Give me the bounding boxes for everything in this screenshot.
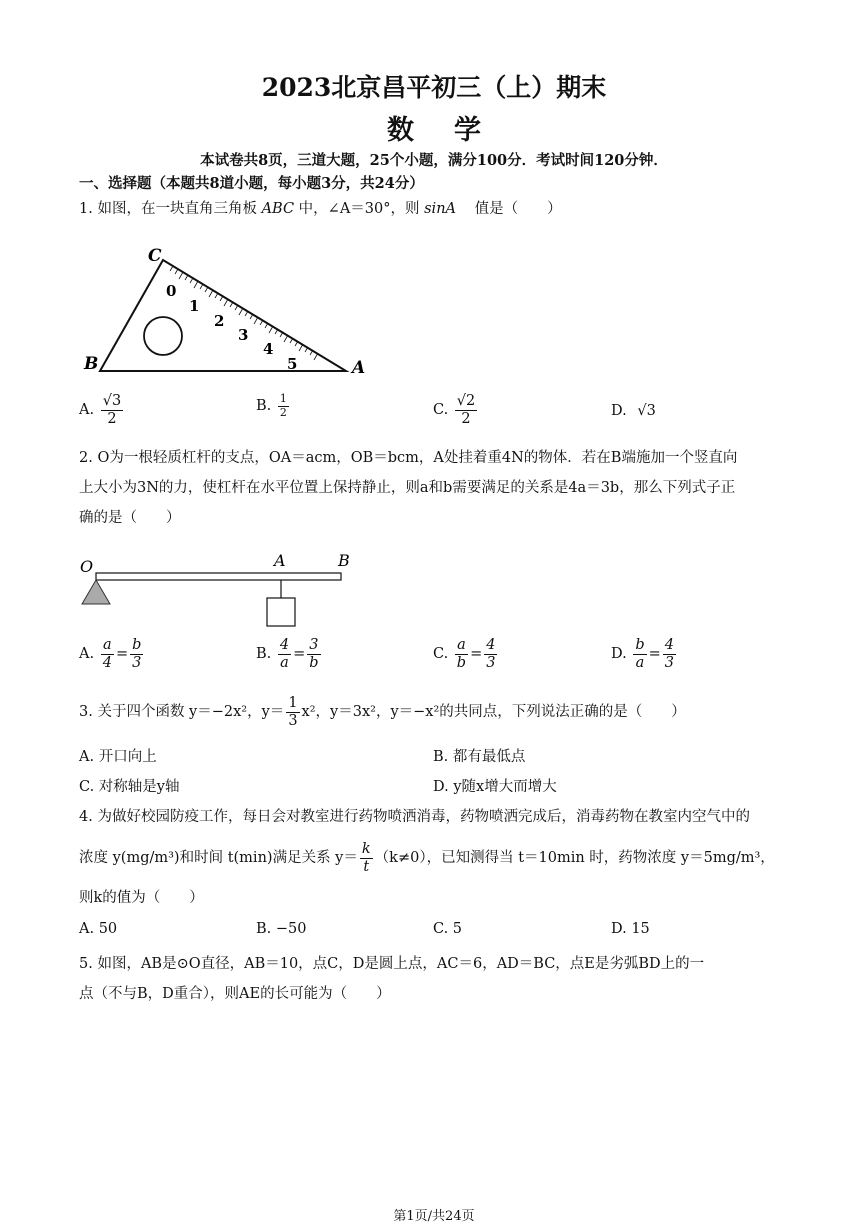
- q5-line-2: 点（不与B，D重合），则AE的长可能为（ ）: [79, 986, 391, 1002]
- fraction: [130, 637, 143, 671]
- q2-option-d[interactable]: D. $\frac{b}{a}$ = $\frac{4}{3}$: [611, 637, 675, 671]
- q4-text-a: 浓度 y(mg/m³)和时间 t(min)满足关系 y＝: [79, 850, 358, 866]
- label-A: A: [274, 551, 286, 570]
- option-label: A.: [79, 402, 95, 419]
- q1-text-b: 中，∠A＝30°，则: [298, 201, 420, 217]
- question-1-stem: [79, 195, 562, 224]
- numerator: √2: [456, 393, 476, 409]
- option-text: 50: [98, 921, 118, 937]
- fraction: [101, 637, 114, 671]
- q1-sin: sinA: [424, 201, 456, 217]
- denominator: 3: [288, 712, 298, 729]
- q5-line-1: 5. 如图，AB是⊙O直径，AB＝10，点C，D是圆上点，AC＝6，AD＝BC，点E是劣弧BD上的一: [79, 956, 705, 972]
- tick-2: 2: [214, 312, 225, 330]
- option-label: B.: [256, 398, 272, 415]
- fraction: [455, 637, 468, 671]
- q2-option-a[interactable]: A. $\frac{a}{4}$ = $\frac{b}{3}$: [79, 637, 142, 671]
- fraction: [663, 637, 676, 671]
- option-label: C.: [433, 921, 449, 937]
- page-number: 第1页/共24页: [393, 1209, 475, 1224]
- option-text: 对称轴是y轴: [98, 779, 180, 795]
- option-label: C.: [433, 646, 449, 663]
- fraction: [455, 393, 477, 427]
- tick-0: 0: [166, 282, 177, 300]
- option-label: D.: [611, 646, 627, 663]
- option-label: D.: [611, 921, 627, 937]
- label-A: A: [352, 358, 366, 378]
- q4-line-1: 4. 为做好校园防疫工作，每日会对教室进行药物喷洒消毒，药物喷洒完成后，消毒药物在教室内空气中的: [79, 809, 750, 825]
- option-label: D.: [611, 403, 627, 419]
- option-text: √3: [637, 403, 656, 419]
- denominator: a: [280, 654, 289, 671]
- question-3-stem: [79, 692, 686, 732]
- numerator: 4: [664, 637, 675, 653]
- exam-info: 本试卷共8页，三道大题，25个小题，满分100分．考试时间120分钟．: [200, 152, 668, 169]
- numerator: a: [102, 637, 112, 653]
- fraction: [633, 637, 646, 671]
- q2-line-2: 上大小为3N的力，使杠杆在水平位置上保持静止，则a和b需要满足的关系是4a＝3b，那么下列式子正: [79, 480, 736, 496]
- numerator: 1: [279, 392, 287, 405]
- q4-option-d[interactable]: [611, 921, 650, 937]
- q3-option-c[interactable]: [79, 775, 180, 796]
- denominator: 2: [279, 405, 287, 419]
- denominator: 4: [102, 654, 112, 671]
- q1-text-c: 值是（ ）: [474, 201, 562, 217]
- denominator: 2: [461, 410, 471, 427]
- denominator: 3: [664, 654, 675, 671]
- option-text: 5: [452, 921, 463, 937]
- q3-text-a: 3. 关于四个函数 y＝−2x²，y＝: [79, 704, 285, 720]
- lever-bar: [96, 573, 341, 580]
- option-text: 都有最低点: [452, 749, 526, 765]
- option-label: A.: [79, 646, 95, 663]
- option-text: 15: [631, 921, 650, 937]
- numerator: b: [635, 637, 645, 653]
- denominator: b: [309, 654, 319, 671]
- tick-1: 1: [189, 297, 200, 315]
- denominator: a: [635, 654, 645, 671]
- q3-text-b: x²，y＝3x²，y＝−x²的共同点，下列说法正确的是（ ）: [301, 704, 686, 720]
- fraction: [484, 637, 497, 671]
- q4-line-2: [79, 838, 775, 878]
- fraction: [278, 393, 289, 419]
- fraction: [278, 637, 291, 671]
- fraction: [307, 637, 320, 671]
- q4-option-c[interactable]: [433, 921, 462, 937]
- option-label: A.: [79, 921, 95, 937]
- weight-block: [267, 598, 295, 626]
- triangle-hole: [144, 317, 182, 355]
- q1-option-c[interactable]: [433, 393, 479, 427]
- option-label: B.: [256, 646, 272, 663]
- subject-title: 数学: [387, 115, 521, 146]
- fraction: [286, 695, 299, 729]
- label-B: B: [84, 354, 99, 374]
- denominator: t: [363, 858, 370, 875]
- q2-line-3: 确的是（ ）: [79, 510, 181, 526]
- numerator: 3: [309, 637, 319, 653]
- q3-option-a[interactable]: [79, 745, 157, 766]
- q2-lever-figure: [76, 548, 366, 630]
- option-label: D.: [433, 779, 449, 795]
- page-title: 2023北京昌平初三（上）期末: [261, 73, 607, 102]
- denominator: 3: [132, 654, 142, 671]
- q2-option-b[interactable]: B. $\frac{4}{a}$ = $\frac{3}{b}$: [256, 637, 319, 671]
- option-text: y随x增大而增大: [453, 779, 557, 795]
- q4-option-a[interactable]: [79, 921, 117, 937]
- q4-line-3: 则k的值为（ ）: [79, 890, 204, 906]
- label-C: C: [148, 246, 162, 266]
- option-label: B.: [256, 921, 272, 937]
- fulcrum: [82, 580, 110, 604]
- numerator: a: [457, 637, 466, 653]
- section-heading: 一、选择题（本题共8道小题，每小题3分，共24分）: [79, 175, 424, 192]
- label-B: B: [338, 551, 350, 570]
- denominator: 3: [486, 654, 496, 671]
- option-text: −50: [275, 921, 307, 937]
- q2-option-c[interactable]: C. $\frac{a}{b}$ = $\frac{4}{3}$: [433, 637, 496, 671]
- q1-text-a: 1. 如图，在一块直角三角板: [79, 201, 257, 217]
- q1-triangle-figure: [78, 240, 378, 380]
- numerator: 4: [486, 637, 496, 653]
- tick-3: 3: [238, 326, 249, 344]
- label-O: O: [80, 557, 94, 576]
- q3-option-b[interactable]: [433, 745, 525, 766]
- numerator: √3: [102, 393, 122, 409]
- q1-option-d[interactable]: [611, 403, 656, 419]
- q2-line-1: 2. O为一根轻质杠杆的支点，OA＝acm，OB＝bcm，A处挂着重4N的物体．若在B端施加一个竖直向: [79, 450, 738, 466]
- q1-option-b[interactable]: [256, 393, 291, 419]
- numerator: 4: [279, 637, 290, 653]
- q3-option-d[interactable]: [433, 775, 557, 796]
- denominator: b: [456, 654, 467, 671]
- option-label: B.: [433, 749, 449, 765]
- q4-option-b[interactable]: [256, 921, 306, 937]
- option-label: C.: [79, 779, 95, 795]
- fraction: [101, 393, 123, 427]
- q1-option-a[interactable]: [79, 393, 125, 427]
- tick-4: 4: [263, 340, 274, 358]
- option-text: 开口向上: [98, 749, 157, 765]
- option-label: A.: [79, 749, 95, 765]
- numerator: b: [132, 637, 142, 653]
- q4-text-b: （k≠0），已知测得当 t＝10min 时，药物浓度 y＝5mg/m³，: [374, 850, 775, 866]
- option-label: C.: [433, 402, 449, 419]
- denominator: 2: [107, 410, 117, 427]
- numerator: 1: [288, 694, 298, 711]
- q1-abc: ABC: [261, 201, 295, 217]
- numerator: k: [361, 840, 371, 857]
- fraction: [360, 841, 373, 875]
- tick-5: 5: [287, 355, 298, 373]
